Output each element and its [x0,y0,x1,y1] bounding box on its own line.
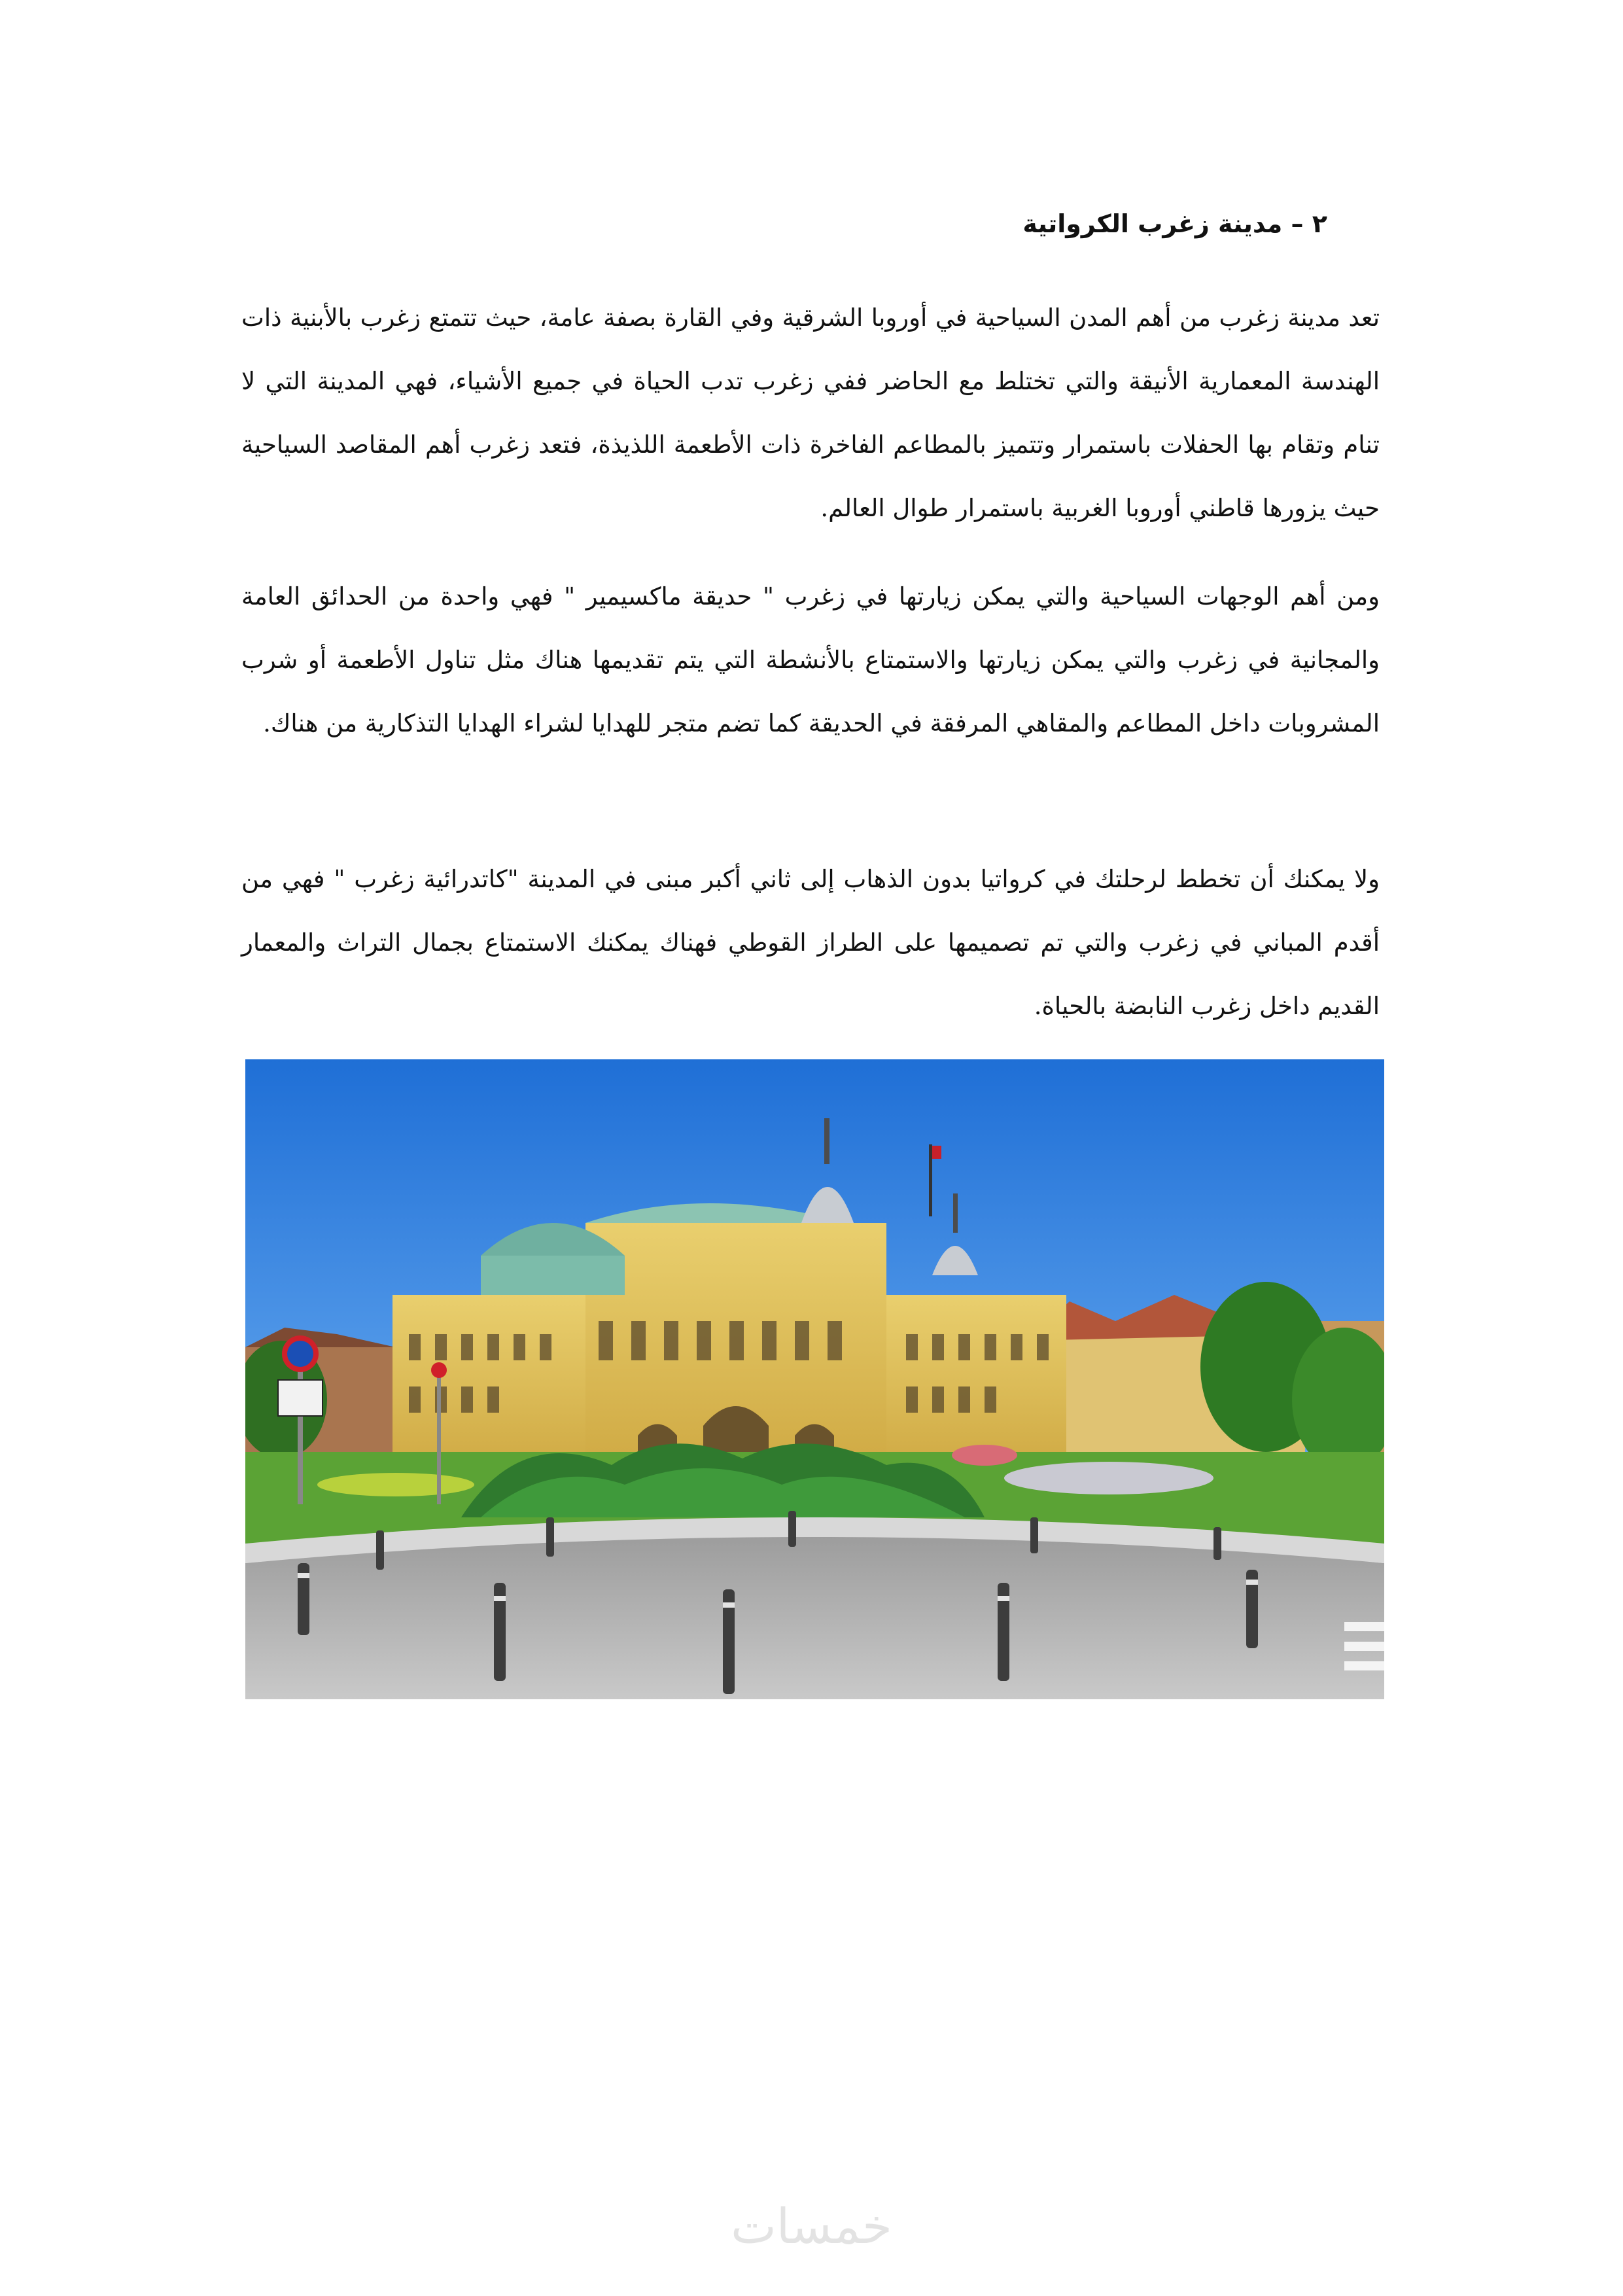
section-heading: ٢ – مدينة زغرب الكرواتية [1022,209,1327,238]
photo-illustration [245,1059,1384,1699]
zagreb-theatre-photo [245,1059,1384,1699]
paragraph-maksimir-park: ومن أهم الوجهات السياحية والتي يمكن زيارتها في زغرب " حديقة ماكسيمير " فهي واحدة من الحدائق العامة والمجانية في زغرب والتي يمكن زيارتها والاستمتاع بالأنشطة التي يتم تقديمها هناك مثل تناول الأطعمة أو شرب المشروبات داخل المطاعم والمقاهي المرفقة في الحديقة كما تضم متجر للهدايا لشراء الهدايا التذكارية من هناك. [241,582,1380,737]
paragraph-zagreb-cathedral: ولا يمكنك أن تخطط لرحلتك في كرواتيا بدون الذهاب إلى ثاني أكبر مبنى في المدينة "كاتدرائية زغرب " فهي من أقدم المباني في زغرب والتي تم تصميمها على الطراز القوطي فهناك يمكنك الاستمتاع بجمال التراث والمعمار القديم داخل زغرب النابضة بالحياة. [241,865,1380,1020]
watermark-logo: خمسات [731,2199,892,2255]
paragraph-zagreb-intro: تعد مدينة زغرب من أهم المدن السياحية في أوروبا الشرقية وفي القارة بصفة عامة، حيث تتمتع زغرب بالأبنية ذات الهندسة المعمارية الأنيقة والتي تختلط مع الحاضر ففي زغرب تدب الحياة في جميع الأشياء، فهي المدينة التي لا تنام وتقام بها الحفلات باستمرار وتتميز بالمطاعم الفاخرة ذات الأطعمة اللذيذة، فتعد زغرب أهم المقاصد السياحية حيث يزورها قاطني أوروبا الغربية باستمرار طوال العالم. [241,304,1380,522]
